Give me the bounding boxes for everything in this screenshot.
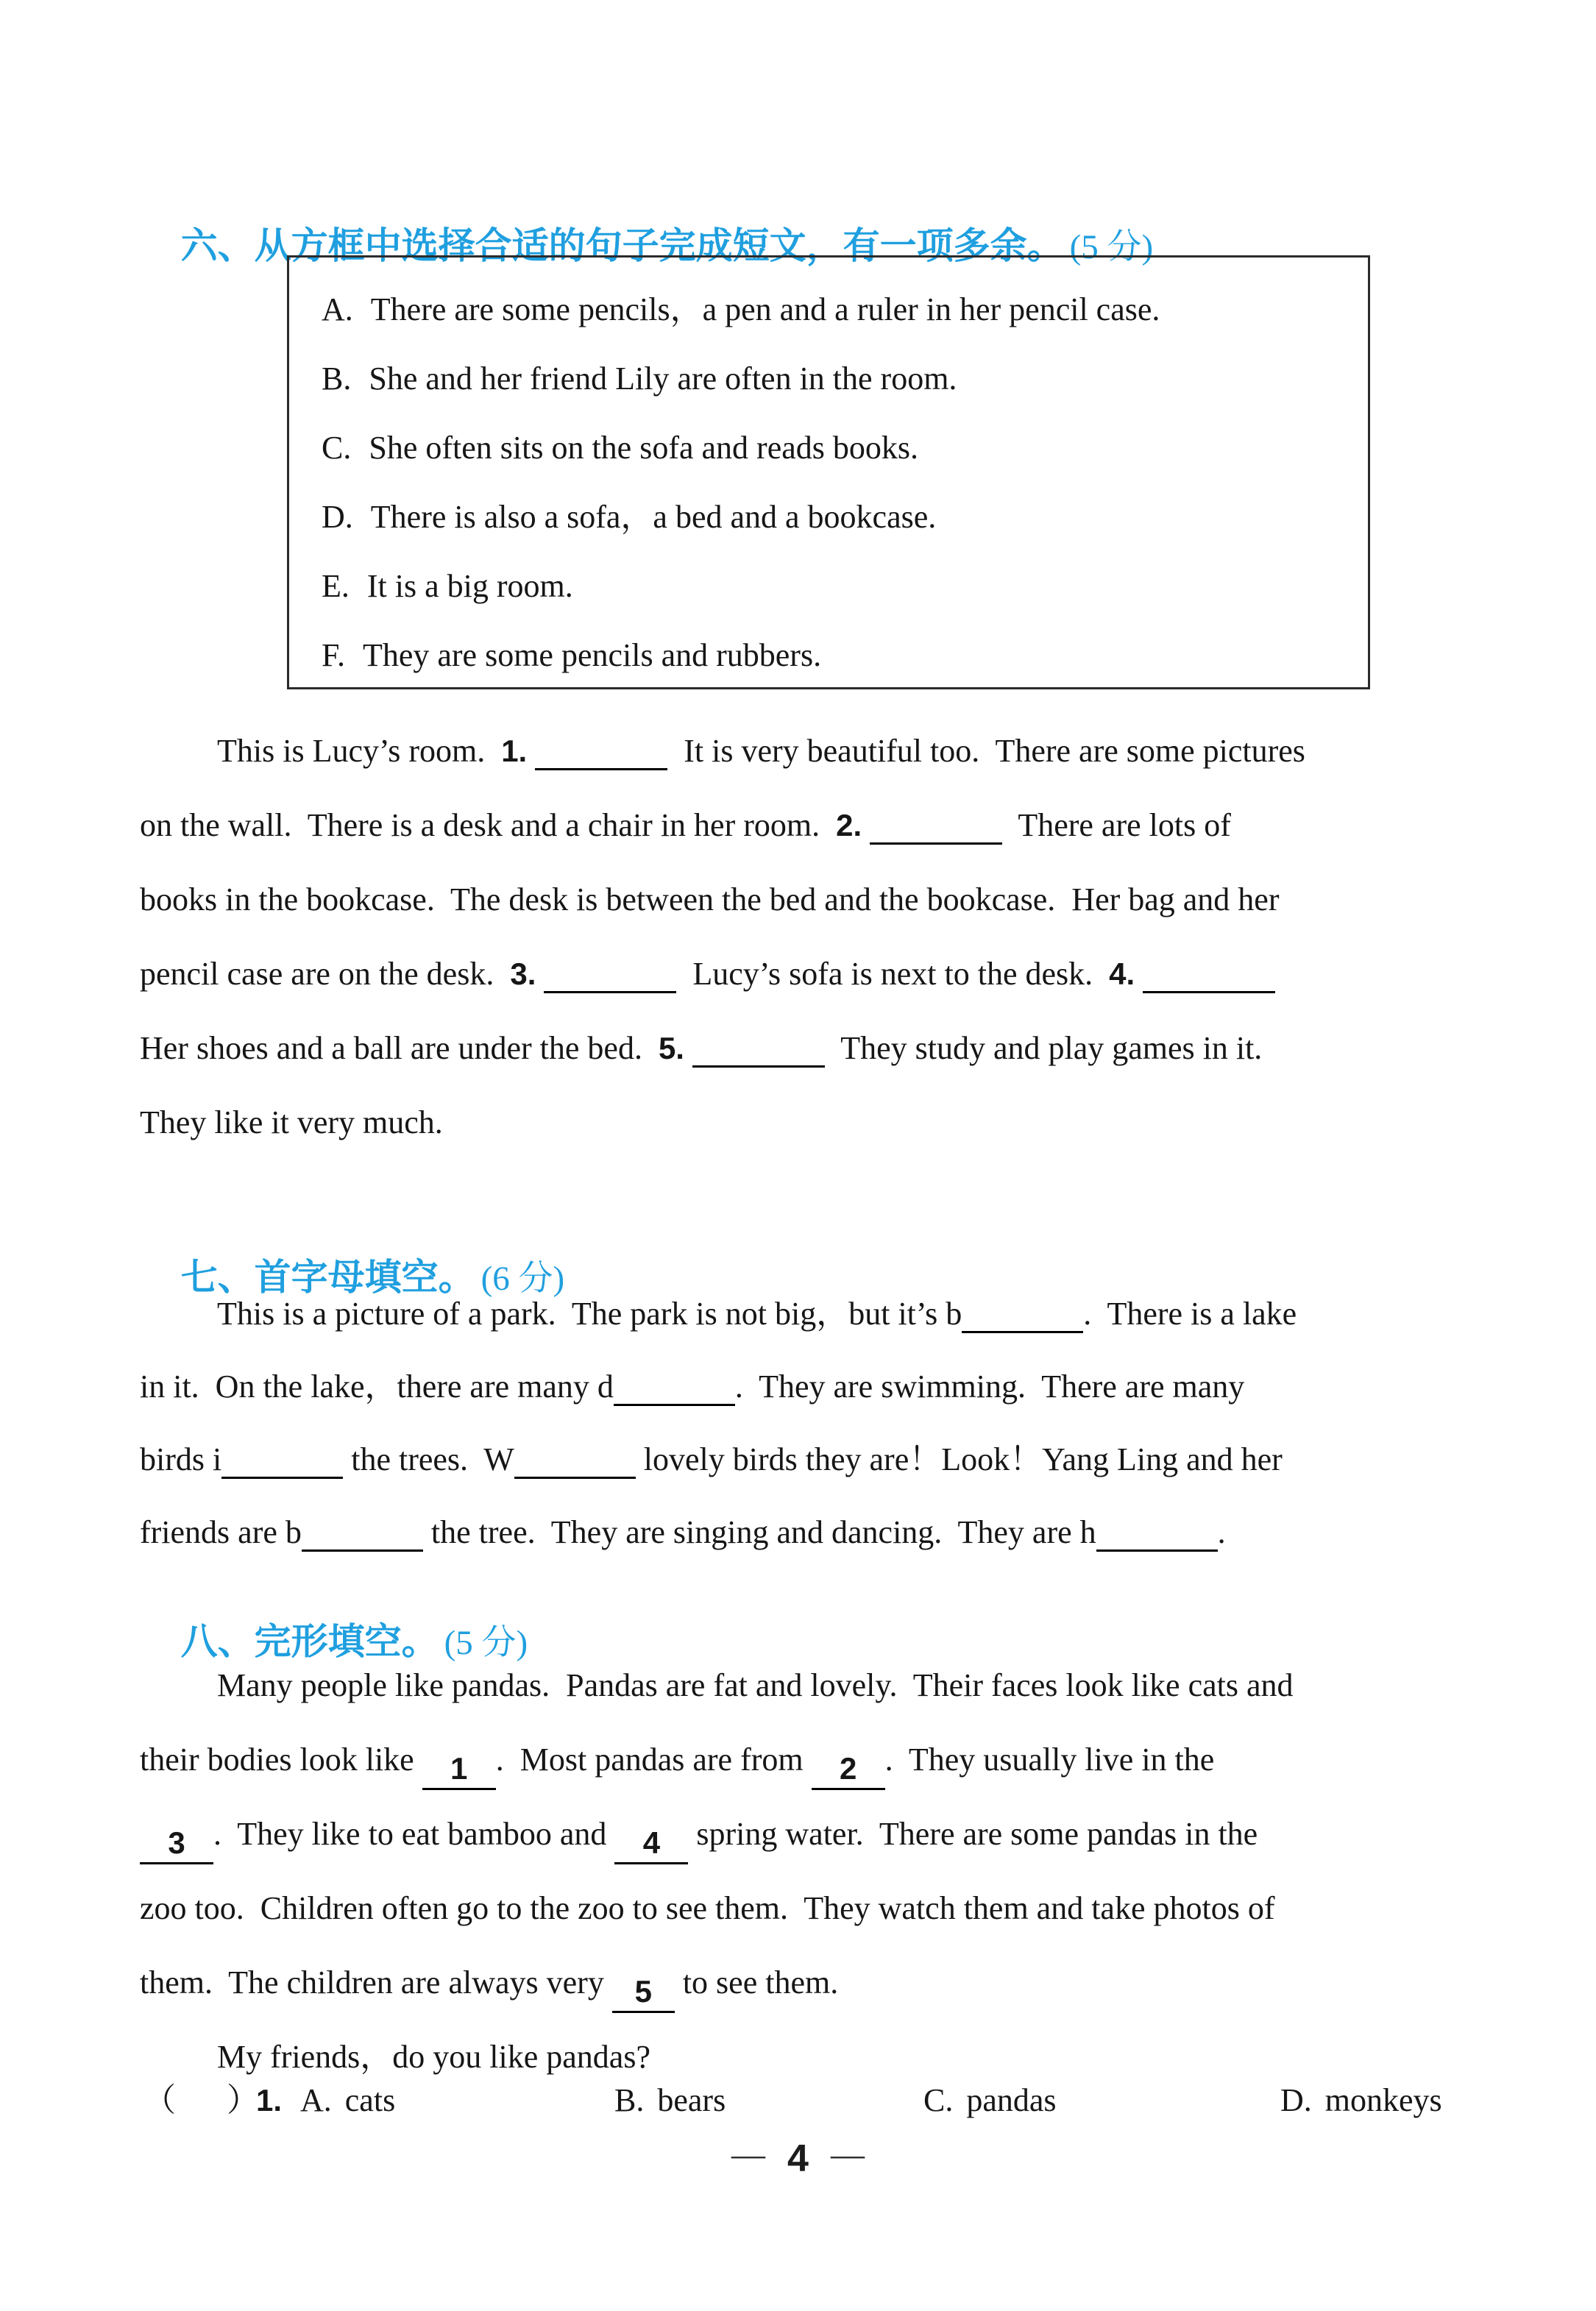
passage-text [527, 733, 535, 769]
passage-text [536, 956, 544, 992]
fill-in-blank [302, 1511, 423, 1552]
passage-text: zoo too. Children often go to the zoo to see them. They watch them and take photos of [140, 1890, 1275, 1926]
question-1-option-b [614, 2075, 726, 2126]
question-1-option-a [300, 2075, 395, 2126]
box-option-e [322, 552, 1368, 621]
passage-text: books in the bookcase. The desk is between the bed and the bookcase. Her bag and her [140, 881, 1280, 917]
passage-seven-line-4 [140, 1495, 1550, 1569]
numbered-blank: 4 [614, 1824, 688, 1864]
passage-text: . They usually live in the [884, 1742, 1215, 1778]
passage-six-line-4 [140, 937, 1550, 1011]
page-number: 4 [787, 2137, 809, 2180]
blank-number: 5. [658, 1031, 684, 1065]
passage-text: Her shoes and a ball are under the bed. [140, 1030, 659, 1066]
numbered-blank: 2 [812, 1750, 885, 1790]
option-label: A. [300, 2082, 332, 2118]
option-text: cats [344, 2082, 396, 2118]
box-option-label: A. [322, 291, 353, 327]
section-eight-title: 八、完形填空。 [180, 1621, 439, 1662]
answer-bracket-open: （ [143, 2082, 176, 2118]
passage-text: the trees. W [343, 1441, 514, 1477]
passage-eight-line-3 [140, 1797, 1550, 1871]
option-label: D. [1280, 2082, 1312, 2118]
box-option-label: E. [322, 568, 350, 604]
passage-seven-line-1 [140, 1277, 1596, 1351]
passage-text: friends are b [140, 1514, 302, 1550]
passage-text [684, 1030, 692, 1066]
question-1-option-d [1280, 2075, 1442, 2126]
passage-text: pencil case are on the desk. [140, 956, 511, 992]
box-option-text: She and her friend Lily are often in the room. [369, 361, 957, 397]
footer-dash-right: — [830, 2135, 865, 2173]
passage-seven-line-3 [140, 1422, 1550, 1497]
option-label: B. [614, 2082, 645, 2118]
blank-number: 1. [501, 734, 528, 768]
passage-text: They study and play games in it. [824, 1030, 1263, 1066]
passage-text: to see them. [674, 1964, 839, 2001]
fill-in-blank [614, 1366, 735, 1406]
section-seven-title: 七、首字母填空。 [180, 1257, 475, 1298]
fill-in-blank [1096, 1511, 1218, 1552]
box-option-text: It is a big room. [366, 568, 573, 604]
passage-text: on the wall. There is a desk and a chair in her room. [140, 807, 837, 843]
passage-text: There are lots of [1002, 807, 1231, 843]
section-six-heading [140, 175, 1154, 266]
question-1-row [140, 2075, 1550, 2126]
passage-six-line-3 [140, 862, 1550, 937]
passage-text: It is very beautiful too. There are some pictures [667, 733, 1305, 769]
passage-text: lovely birds they are！Look！Yang Ling and her [635, 1441, 1283, 1477]
section-eight-score: (5 分) [444, 1624, 528, 1662]
box-option-a [322, 275, 1368, 344]
box-option-text: There are some pencils，a pen and a ruler in her pencil case. [370, 291, 1160, 327]
question-1-option-c [923, 2075, 1057, 2126]
box-option-text: They are some pencils and rubbers. [362, 637, 822, 673]
passage-six-line-2 [140, 788, 1550, 862]
passage-eight-line-2 [140, 1722, 1550, 1797]
passage-text: Lucy’s sofa is next to the desk. [676, 956, 1110, 992]
section-seven-heading [140, 1207, 565, 1298]
passage-six-line-5 [140, 1011, 1550, 1085]
section-six-title: 六、从方框中选择合适的句子完成短文，有一项多余。 [180, 225, 1064, 266]
passage-text: . There is a lake [1083, 1296, 1297, 1332]
passage-text: This is a picture of a park. The park is not big，but it’s b [217, 1296, 962, 1332]
passage-six-line-1 [140, 714, 1596, 788]
fill-in-blank [221, 1438, 343, 1479]
box-option-text: There is also a sofa，a bed and a bookcase. [370, 499, 937, 535]
option-text: bears [657, 2082, 726, 2118]
box-option-text: She often sits on the sofa and reads books. [369, 430, 919, 466]
passage-text: them. The children are always very [140, 1964, 612, 2001]
numbered-blank: 5 [612, 1973, 675, 2013]
passage-text: This is Lucy’s room. [217, 733, 502, 769]
fill-in-blank [1143, 953, 1275, 993]
passage-text: in it. On the lake，there are many d [140, 1369, 614, 1405]
fill-in-blank [514, 1438, 636, 1479]
passage-text: . They like to eat bamboo and [213, 1816, 615, 1852]
fill-in-blank [535, 730, 667, 770]
passage-eight-line-1 [140, 1648, 1596, 1722]
passage-text: They like it very much. [140, 1104, 443, 1140]
page-footer [0, 2125, 1596, 2184]
fill-in-blank [692, 1027, 825, 1068]
numbered-blank: 1 [422, 1750, 496, 1790]
passage-text: the tree. They are singing and dancing. They are h [422, 1514, 1096, 1550]
section-seven-score: (6 分) [480, 1260, 565, 1298]
passage-eight-line-5 [140, 1945, 1550, 2020]
passage-text: . [1217, 1514, 1226, 1550]
passage-text [862, 807, 870, 843]
box-option-b [322, 344, 1368, 413]
passage-text: My friends，do you like pandas? [217, 2039, 650, 2075]
passage-text: . They are swimming. There are many [734, 1369, 1245, 1405]
answer-bracket-close: ） [227, 2082, 259, 2118]
box-option-label: F. [322, 637, 345, 673]
option-label: C. [923, 2082, 954, 2118]
passage-text: their bodies look like [140, 1742, 422, 1778]
sentence-choice-box [287, 255, 1370, 689]
box-option-f [322, 621, 1368, 690]
option-text: monkeys [1324, 2082, 1442, 2118]
box-option-c [322, 413, 1368, 483]
footer-dash-left: — [731, 2135, 766, 2173]
fill-in-blank [870, 804, 1002, 845]
box-option-d [322, 483, 1368, 552]
numbered-blank: 3 [140, 1824, 213, 1864]
section-six-score: (5 分) [1069, 228, 1154, 266]
fill-in-blank [544, 953, 676, 993]
passage-text [1135, 956, 1143, 992]
section-eight-heading [140, 1571, 528, 1662]
question-number: 1. [256, 2083, 283, 2117]
box-option-label: B. [322, 361, 352, 397]
passage-text: spring water. There are some pandas in the [688, 1816, 1258, 1852]
passage-text: . Most pandas are from [495, 1742, 812, 1778]
blank-number: 4. [1109, 956, 1135, 991]
box-option-label: D. [322, 499, 353, 535]
passage-seven-line-2 [140, 1349, 1550, 1424]
passage-text: birds i [140, 1441, 222, 1477]
passage-six-line-6 [140, 1085, 1550, 1160]
passage-eight-line-4 [140, 1871, 1550, 1945]
passage-text: Many people like pandas. Pandas are fat and lovely. Their faces look like cats and [217, 1667, 1294, 1703]
blank-number: 2. [836, 808, 862, 842]
box-option-label: C. [322, 430, 352, 466]
option-text: pandas [966, 2082, 1057, 2118]
fill-in-blank [962, 1293, 1083, 1333]
blank-number: 3. [510, 956, 536, 991]
